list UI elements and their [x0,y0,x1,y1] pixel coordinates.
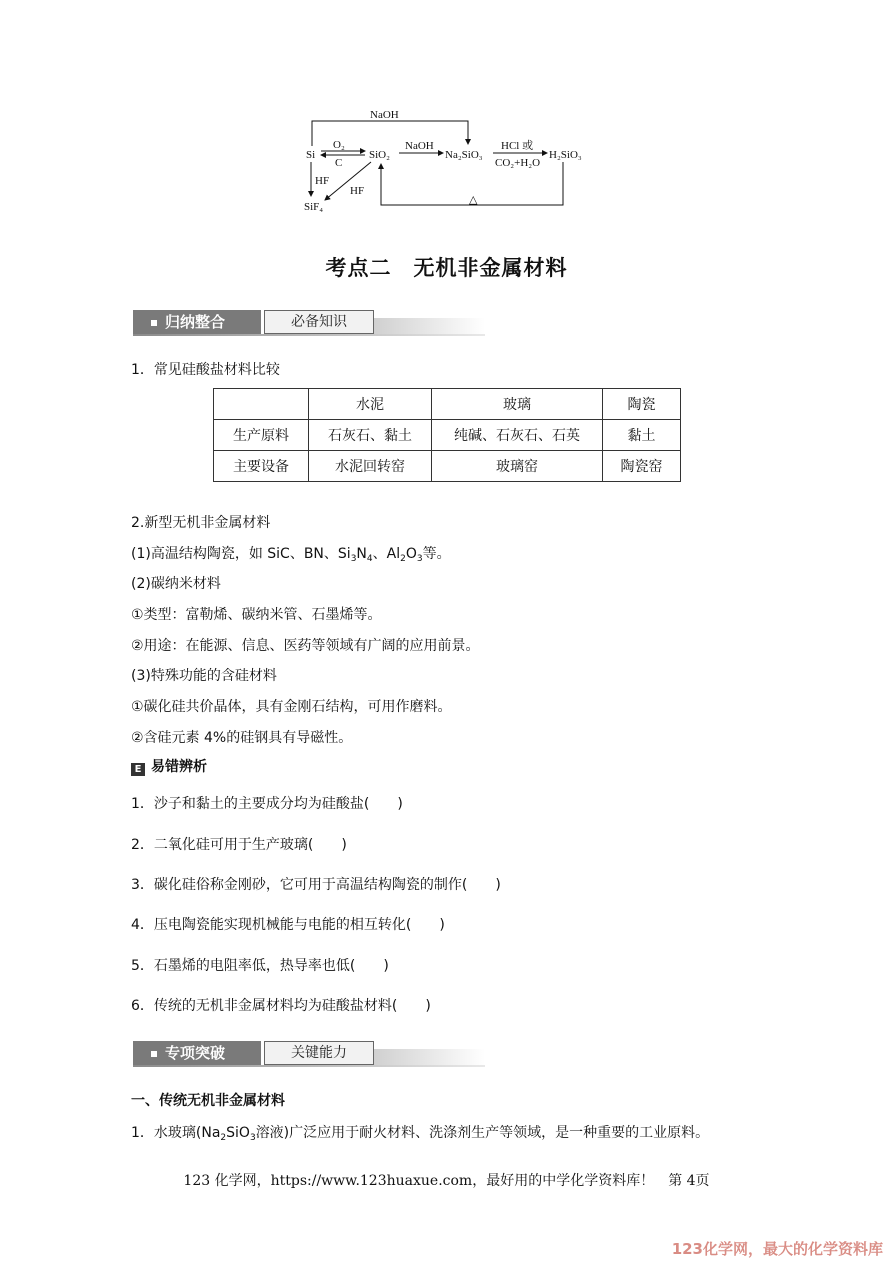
arrow-sio2-to-sif4 [325,162,371,200]
table-cell: 陶瓷 [603,389,681,420]
text-run: 、Al [372,546,401,562]
question-item: 5．石墨烯的电阻率低，热导率也低( ) [131,958,389,974]
text-run: O [405,546,417,562]
banner-fade [374,318,485,334]
question-item: 6．传统的无机非金属材料均为硅酸盐材料( ) [131,998,431,1014]
table-cell: 水泥回转窑 [309,451,432,482]
banner-practice-light: 关键能力 [264,1041,374,1065]
error-analysis-heading [131,756,207,776]
banner-summary-title: 归纳整合 [165,313,226,331]
table-header-row [214,389,681,420]
paragraph-nano-types: ①类型：富勒烯、碳纳米管、石墨烯等。 [131,607,382,623]
paragraph-nano-title: (2)碳纳米材料 [131,576,221,592]
banner-underline [133,334,485,336]
text-run: 等。 [422,546,451,562]
table-cell: 主要设备 [214,451,309,482]
silicate-materials-table [213,388,681,482]
diagram-label-naoh-top: NaOH [370,109,399,121]
text-run: 溶液)广泛应用于耐火材料、洗涤剂生产等领域，是一种重要的工业原料。 [255,1125,710,1141]
diagram-sio2: SiO₂ [369,149,390,161]
diagram-c: C [335,157,343,169]
paragraph-silicon-carbide: ①碳化硅共价晶体，具有金刚石结构，可用作磨料。 [131,699,452,715]
banner-summary [133,310,485,336]
subscript: 2 [400,554,406,564]
section-title: 考点二 无机非金属材料 [325,256,568,280]
question-item: 2．二氧化硅可用于生产玻璃( ) [131,837,347,853]
item2-title: 2.新型无机非金属材料 [131,515,271,531]
error-icon: E [131,763,145,776]
item1-title: 1．常见硅酸盐材料比较 [131,362,280,378]
text-run: (1)高温结构陶瓷，如 SiC、BN、Si [131,546,351,562]
text-run: 1．水玻璃(Na [131,1125,221,1141]
table-cell: 玻璃 [432,389,603,420]
table-row [214,420,681,451]
banner-summary-light: 必备知识 [264,310,374,334]
table-cell [214,389,309,420]
diagram-na2sio3: Na₂SiO₃ [445,149,483,161]
paragraph-nano-uses: ②用途：在能源、信息、医药等领域有广阔的应用前景。 [131,638,480,654]
table-cell: 黏土 [603,420,681,451]
diagram-hcl: HCl 或 [501,140,534,152]
page-footer: 123 化学网，https://www.123huaxue.com，最好用的中学化学资料库！ 第 4页 [183,1173,710,1189]
silicon-reaction-diagram [295,104,605,216]
banner-summary-dark [133,310,261,334]
banner-practice-title: 专项突破 [165,1044,226,1062]
table-cell: 水泥 [309,389,432,420]
banner-practice-dark [133,1041,261,1065]
diagram-o2: O₂ [333,139,345,151]
question-item: 3．碳化硅俗称金刚砂，它可用于高温结构陶瓷的制作( ) [131,877,501,893]
diagram-naoh2: NaOH [405,140,434,152]
diagram-sif4: SiF₄ [304,201,324,213]
table-cell: 生产原料 [214,420,309,451]
text-run: N [356,546,367,562]
subscript: 3 [249,1133,256,1143]
diagram-hf2: HF [350,185,365,197]
diagram-svg [295,104,605,216]
table-row [214,451,681,482]
banner-underline [133,1065,485,1067]
subscript: 2 [220,1133,227,1143]
diagram-h2sio3: H₂SiO₃ [549,149,582,161]
banner-fade [374,1049,485,1065]
diagram-delta: △ [469,194,478,206]
subscript: 3 [416,554,423,564]
subscript: 3 [350,554,357,564]
watermark: 123化学网，最大的化学资料库 [671,1240,883,1258]
subscript: 4 [366,554,373,564]
paragraph-water-glass [131,1122,709,1143]
table-cell: 陶瓷窑 [603,451,681,482]
question-item: 1．沙子和黏土的主要成分均为硅酸盐( ) [131,796,403,812]
banner-practice [133,1041,485,1067]
table-cell: 玻璃窑 [432,451,603,482]
square-bullet-icon [151,1051,157,1057]
paragraph-silicon-steel: ②含硅元素 4%的硅钢具有导磁性。 [131,730,353,746]
question-item: 4．压电陶瓷能实现机械能与电能的相互转化( ) [131,917,445,933]
table-cell: 纯碱、石灰石、石英 [432,420,603,451]
error-analysis-label: 易错辨析 [151,759,207,775]
subsection-title: 一、传统无机非金属材料 [131,1093,285,1109]
text-run: SiO [226,1125,250,1141]
paragraph-ceramics [131,543,451,564]
diagram-si: Si [306,149,316,161]
diagram-hf1: HF [315,175,330,187]
table-cell: 石灰石、黏土 [309,420,432,451]
square-bullet-icon [151,320,157,326]
diagram-co2: CO₂+H₂O [495,157,541,169]
paragraph-silicon-title: (3)特殊功能的含硅材料 [131,668,277,684]
